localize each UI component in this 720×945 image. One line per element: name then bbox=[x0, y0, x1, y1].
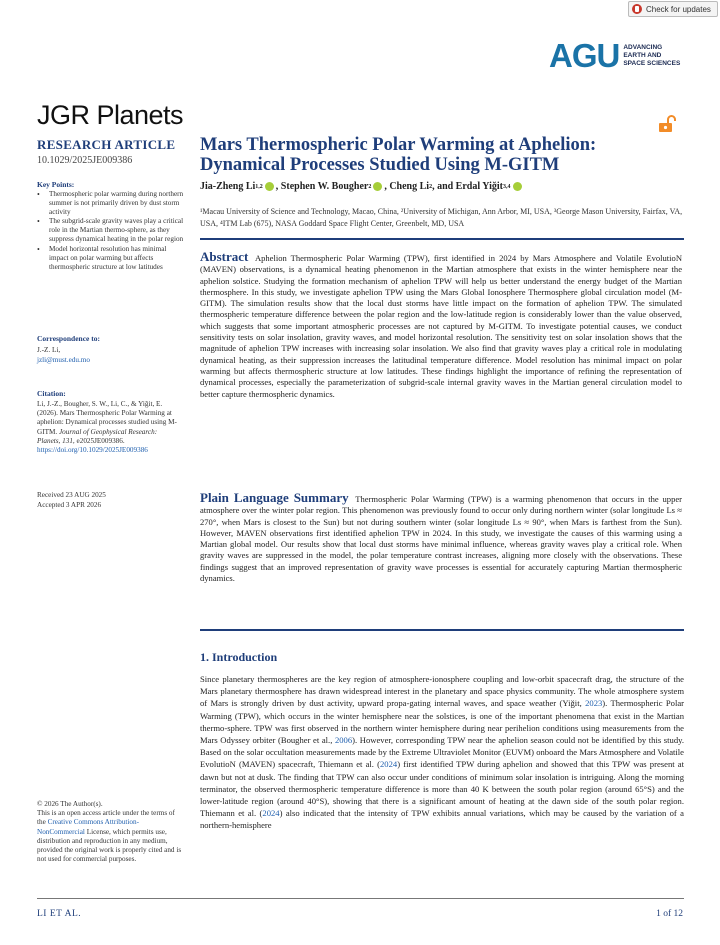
agu-logo-tagline: ADVANCING EARTH AND SPACE SCIENCES bbox=[623, 44, 681, 67]
pls-heading: Plain Language Summary bbox=[200, 490, 349, 505]
article-doi: 10.1029/2025JE009386 bbox=[37, 155, 133, 166]
abstract bbox=[200, 251, 682, 400]
agu-logo bbox=[549, 37, 681, 74]
key-point: • Model horizontal resolution has minimal impact on polar warming but affects thermospheric structure at low latitudes bbox=[37, 245, 185, 272]
citation-text: Li, J.-Z., Bougher, S. W., Li, C., & Yiğit, E. (2026). Mars Thermospheric Polar Warming at aphelion: Dynamical processes studied using M-GITM. Journal of Geophysical Research: Planets, 131, e2025JE009386. https://doi.org/10.1029/2025JE009386 bbox=[37, 400, 177, 455]
abstract-heading: Abstract bbox=[200, 249, 249, 264]
affiliations: ¹Macau University of Science and Technology, Macao, China, ²University of Michigan, Ann Arbor, MI, USA, ³George Mason University, Fairfax, VA, USA, ⁴ITM Lab (675), NASA Goddard Space Flight Center, Greenbelt, MD, USA bbox=[200, 207, 683, 228]
citation-link[interactable]: 2006 bbox=[334, 735, 353, 746]
accepted-date: Accepted 3 APR 2026 bbox=[37, 501, 102, 509]
page-number: 1 of 12 bbox=[656, 909, 683, 919]
divider bbox=[200, 238, 684, 240]
key-point: • The subgrid-scale gravity waves play a critical role in the Martian thermo-sphere, as they suppress dynamical heating in the polar region bbox=[37, 217, 185, 244]
introduction-heading: 1. Introduction bbox=[200, 650, 278, 664]
received-date: Received 23 AUG 2025 bbox=[37, 491, 106, 499]
correspondence-name: J.-Z. Li, bbox=[37, 346, 61, 354]
check-updates-label: Check for updates bbox=[646, 4, 711, 14]
article-type: RESEARCH ARTICLE bbox=[37, 137, 176, 152]
creative-commons-link[interactable]: Creative Commons Attribution-NonCommercial bbox=[37, 818, 140, 836]
citation-link[interactable]: 2024 bbox=[380, 759, 398, 770]
correspondence-heading: Correspondence to: bbox=[37, 334, 100, 343]
agu-logo-letters: AGU bbox=[549, 37, 620, 74]
copyright-license: © 2026 The Author(s). This is an open access article under the terms of the Creative Commons Attribution-NonCommercial License, which permits use, distribution and reproduction in any medium, provided the original work is properly cited and is not used for commercial purposes. bbox=[37, 800, 185, 864]
check-updates-icon bbox=[632, 4, 642, 14]
open-access-lock-icon bbox=[658, 115, 678, 133]
footer-authors: LI ET AL. bbox=[37, 909, 82, 919]
author-list: Jia-Zheng Li 1,2 , Stephen W. Bougher 2 , Cheng Li 2 , and Erdal Yiğit 3,4 bbox=[200, 181, 524, 192]
introduction-text: Since planetary thermospheres are the key region of atmosphere-ionosphere coupling and low-orbit spacecraft drag, the structure of the Mars planetary thermosphere has drawn widespread interest in the planetary and space physics community. The whole atmosphere system of Mars is strongly driven by dust activity, upward propa-gating internal waves, and space weather (Yiğit, 2023). Thermospheric Polar Warming (TPW), which occurs in the winter hemisphere near the solstices, is one of the important phenomena that exist in the Martian thermo-sphere. TPW was first observed in the northern winter hemisphere during near perihelion conditions using measurements from the Mars Odyssey orbiter (Bougher et al., 2006). However, corresponding TPW near the aphelion season could not be identified by this study. Based on the solar occultation measurements made by the Extreme Ultraviolet Monitor (EUVM) onboard the Mars Atmosphere and Volatile EvolutioN (MAVEN) spacecraft, Thiemann et al. (2024) first identified TPW during aphelion and showed that this TPW was present at dawn but not at dusk. The finding that TPW can also occur under conditions of minimum solar insolation is intriguing. Along the morning terminator, the observed thermospheric temperature difference is more than 40 K between the south polar region (around 65°S) and the lower-latitude region (around 40°S), showing that there is a significant amount of heating at the dawn side of the south polar region. Thiemann et al. (2024) also indicated that the intensity of TPW exhibits annual variations, which may be caused by the variation of a northern-hemisphere bbox=[200, 674, 685, 831]
copyright-line: © 2026 The Author(s). bbox=[37, 800, 103, 808]
orcid-icon[interactable] bbox=[265, 182, 274, 191]
key-points-heading: Key Points: bbox=[37, 180, 75, 189]
journal-name: JGR Planets bbox=[37, 100, 184, 130]
article-title: Mars Thermospheric Polar Warming at Aphelion: Dynamical Processes Studied Using M-GITM bbox=[200, 135, 597, 175]
citation-link[interactable]: 2023 bbox=[585, 698, 603, 709]
key-points-list bbox=[37, 190, 185, 272]
orcid-icon[interactable] bbox=[373, 182, 382, 191]
footer-divider bbox=[37, 898, 684, 899]
key-point: • Thermospheric polar warming during northern summer is not primarily driven by dust storm activity bbox=[37, 190, 185, 217]
check-for-updates-button[interactable] bbox=[628, 1, 718, 17]
correspondence-email-link[interactable]: jzli@must.edu.mo bbox=[37, 356, 90, 364]
orcid-icon[interactable] bbox=[513, 182, 522, 191]
abstract-text: Aphelion Thermospheric Polar Warming (TPW), first identified in 2024 by Mars Atmosphere and Volatile EvolutioN (MAVEN) observations, is a dynamical heating phenomenon in the Martian atmosphere that exists in the winter hemisphere near the aphelion solstice. Studying the formation mechanism of aphelion TPW will help us better understand the energy budget of the Martian thermosphere. In this study, we investigate aphelion TPW using the Mars Global Ionosphere Thermosphere global circulation model (M-GITM). The simulation results show that the local dust storms have little impact on the formation of aphelion TPW. The simulated thermospheric temperature difference between the polar region and the low-latitude region is considerably lower than the value observed, which suggests that some important atmospheric processes are not captured by M-GITM. To investigate potential causes, we conduct sensitivity tests on solar insolation, gravity waves, and model horizontal resolution. The sensitivity test on solar insolation shows that the magnitude of aphelion TPW increases with increasing solar insolation. We also find that gravity waves play a critical role in modulating dynamical heating, as their suppression increases the latitudinal temperature difference. Model resolution has minimal impact on polar warming but affects thermospheric structure at low latitudes. These findings highlight the importance of refining the representation of dynamical processes, especially the parameterization of subgrid-scale internal gravity waves in the Martian general circulation model to better capture thermospheric dynamics. bbox=[200, 253, 682, 399]
plain-language-summary bbox=[200, 492, 682, 584]
divider bbox=[200, 629, 684, 631]
citation-link[interactable]: 2024 bbox=[262, 808, 280, 819]
citation-heading: Citation: bbox=[37, 389, 66, 398]
citation-doi-link[interactable]: https://doi.org/10.1029/2025JE009386 bbox=[37, 446, 148, 455]
pls-text: Thermospheric Polar Warming (TPW) is a warming phenomenon that occurs in the upper atmosphere over the winter polar region. This phenomenon was previously found to occur only during northern winter (solar longitude Ls ≈ 270°, when Mars is closest to the Sun) but not during southern winter (solar longitude Ls ≈ 90°, when Mars is farthest from the Sun). However, MAVEN observations first identified aphelion TPW in 2024. In this study, we investigate the causes of this warming using a Martian global model. Our results show that local dust storms have minimal influence, whereas gravity waves play a critical role. When gravity waves are suppressed in the model, the polar temperature contrast increases, aligning more closely with the observations. These findings suggest that an improved representation of gravity wave processes is essential for accurately capturing Martian thermospheric dynamics. bbox=[200, 494, 682, 584]
